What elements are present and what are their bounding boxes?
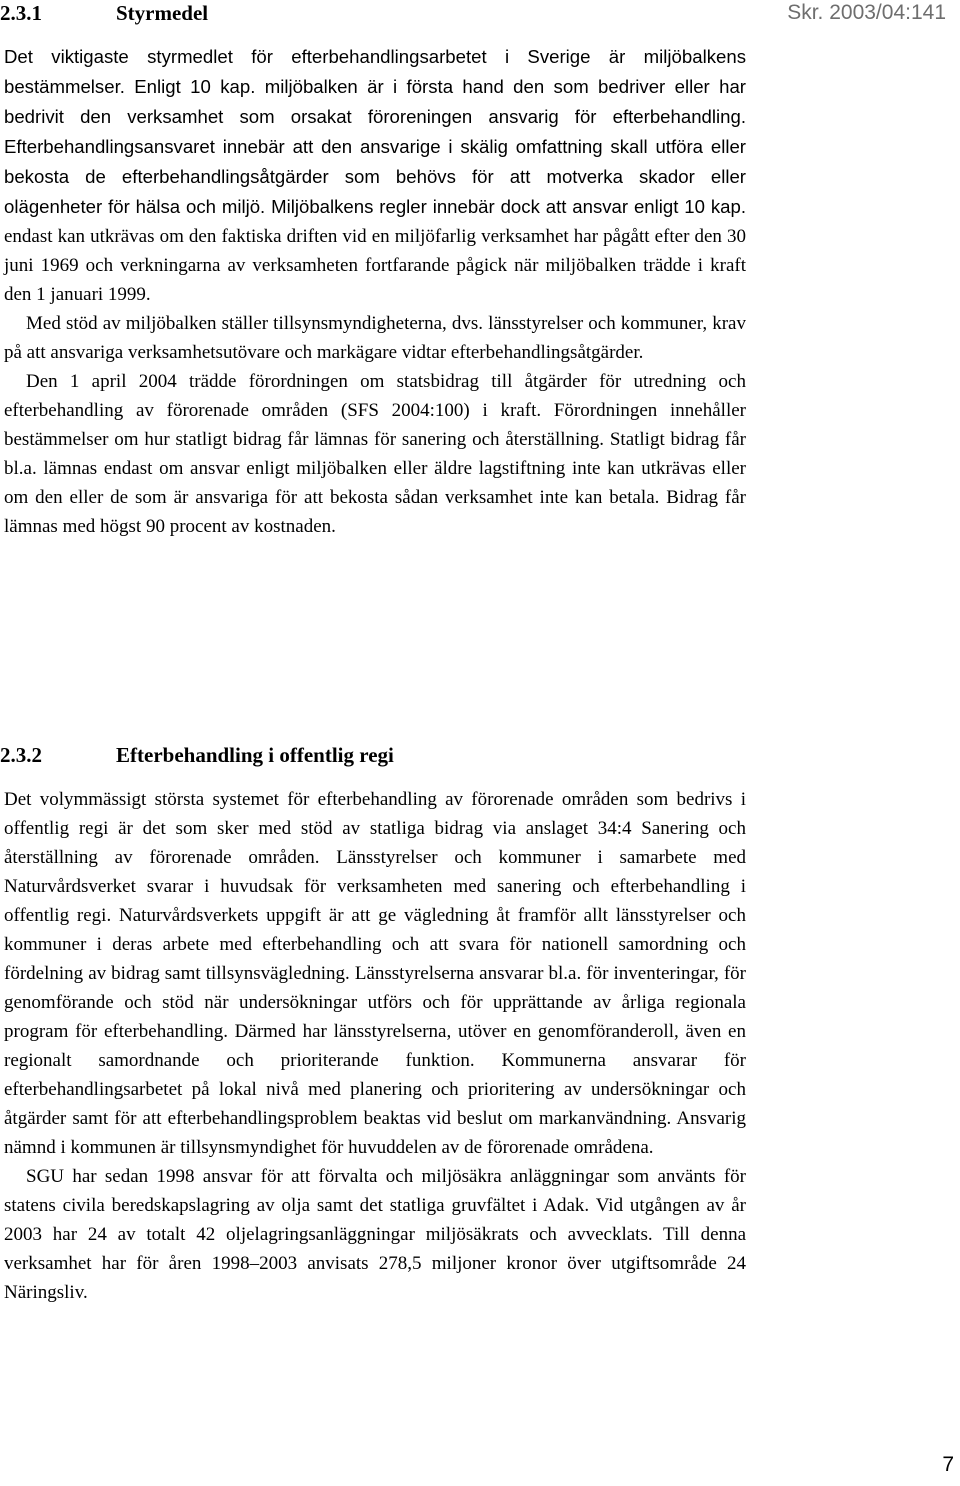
section-number: 2.3.1 <box>0 1 42 25</box>
section-title: Efterbehandling i offentlig regi <box>116 743 394 767</box>
paragraph: Det volymmässigt största systemet för efterbehandling av förorenade områden som bedrivs i offentlig regi är det som sker med stöd av statliga bidrag via anslaget 34:4 Sanering och återställning av förorenade områden. Länsstyrelser och kommuner i samarbete med Naturvårdsverket svarar i huvudsak för verksamheten med sanering och efterbehandling i offentlig regi. Naturvårdsverkets uppgift är att ge vägledning åt framför allt länsstyrelser och kommuner i deras arbete med efterbehandling och att svara för nationell samordning och fördelning av bidrag samt tillsynsvägledning. Länsstyrelserna ansvarar bl.a. för inventeringar, för genomförande och stöd när undersökningar utförs och för upprättande av årliga regionala program för efterbehandling. Därmed har länsstyrelserna, utöver en genomföranderoll, även en regionalt samordnande och prioriterande funktion. Kommunerna ansvarar för efterbehandlingsarbetet på lokal nivå med planering och prioritering av undersökningar och åtgärder samt för att efterbehandlingsproblem beaktas vid beslut om markanvändning. Ansvarig nämnd i kommunen är tillsynsmyndighet för huvuddelen av de förorenade områdena. <box>4 789 746 1158</box>
page-number: 7 <box>942 1453 954 1476</box>
paragraph <box>4 42 746 309</box>
paragraph: Den 1 april 2004 trädde förordningen om statsbidrag till åtgärder för utredning och efterbehandling av förorenade områden (SFS 2004:100) i kraft. Förordningen innehåller bestämmelser om hur statligt bidrag får lämnas för sanering och återställning. Statligt bidrag får bl.a. lämnas endast om ansvar enligt miljöbalken eller äldre lagstiftning inte kan utkrävas eller om den eller de som är ansvariga för att bekosta sådan verksamhet inte kan betala. Bidrag får lämnas med högst 90 procent av kostnaden. <box>4 371 746 537</box>
paragraph-text-sans: Det viktigaste styrmedlet för efterbehandlingsarbetet i Sverige är miljöbalkens bestämmelser. Enligt 10 kap. miljöbalken är i första hand den som bedriver eller har bedrivit den verksamhet som orsakat föroreningen ansvarig för efterbehandling. Efterbehandlingsansvaret innebär att den ansvarige i skälig omfattning skall utföra eller bekosta de efterbehandlingsåtgärder som behövs för att motverka skador eller olägenheter för hälsa och miljö. Miljöbalkens regler innebär dock att ansvar enligt 10 kap. <box>4 46 746 217</box>
paragraph-text: endast kan utkrävas om den faktiska driften vid en miljöfarlig verksamhet har pågått efter den 30 juni 1969 och verkningarna av verksamheten fortfarande pågick när miljöbalken trädde i kraft den 1 januari 1999. <box>4 226 746 305</box>
section-number: 2.3.2 <box>0 743 42 767</box>
section-heading-2-3-1 <box>0 0 208 26</box>
section-title: Styrmedel <box>116 1 209 25</box>
section-body-2-3-2 <box>4 785 746 1307</box>
section-body-2-3-1 <box>4 42 746 541</box>
section-heading-2-3-2 <box>0 742 394 768</box>
document-reference: Skr. 2003/04:141 <box>787 1 946 24</box>
paragraph: SGU har sedan 1998 ansvar för att förvalta och miljösäkra anläggningar som använts för statens civila beredskapslagring av olja samt det statliga gruvfältet i Adak. Vid utgången av år 2003 har 24 av totalt 42 oljelagringsanläggningar miljösäkrats och avvecklats. Till denna verksamhet har för åren 1998–2003 anvisats 278,5 miljoner kronor över utgiftsområde 24 Näringsliv. <box>4 1166 746 1303</box>
paragraph: Med stöd av miljöbalken ställer tillsynsmyndigheterna, dvs. länsstyrelser och kommuner, krav på att ansvariga verksamhetsutövare och markägare vidtar efterbehandlingsåtgärder. <box>4 313 746 363</box>
